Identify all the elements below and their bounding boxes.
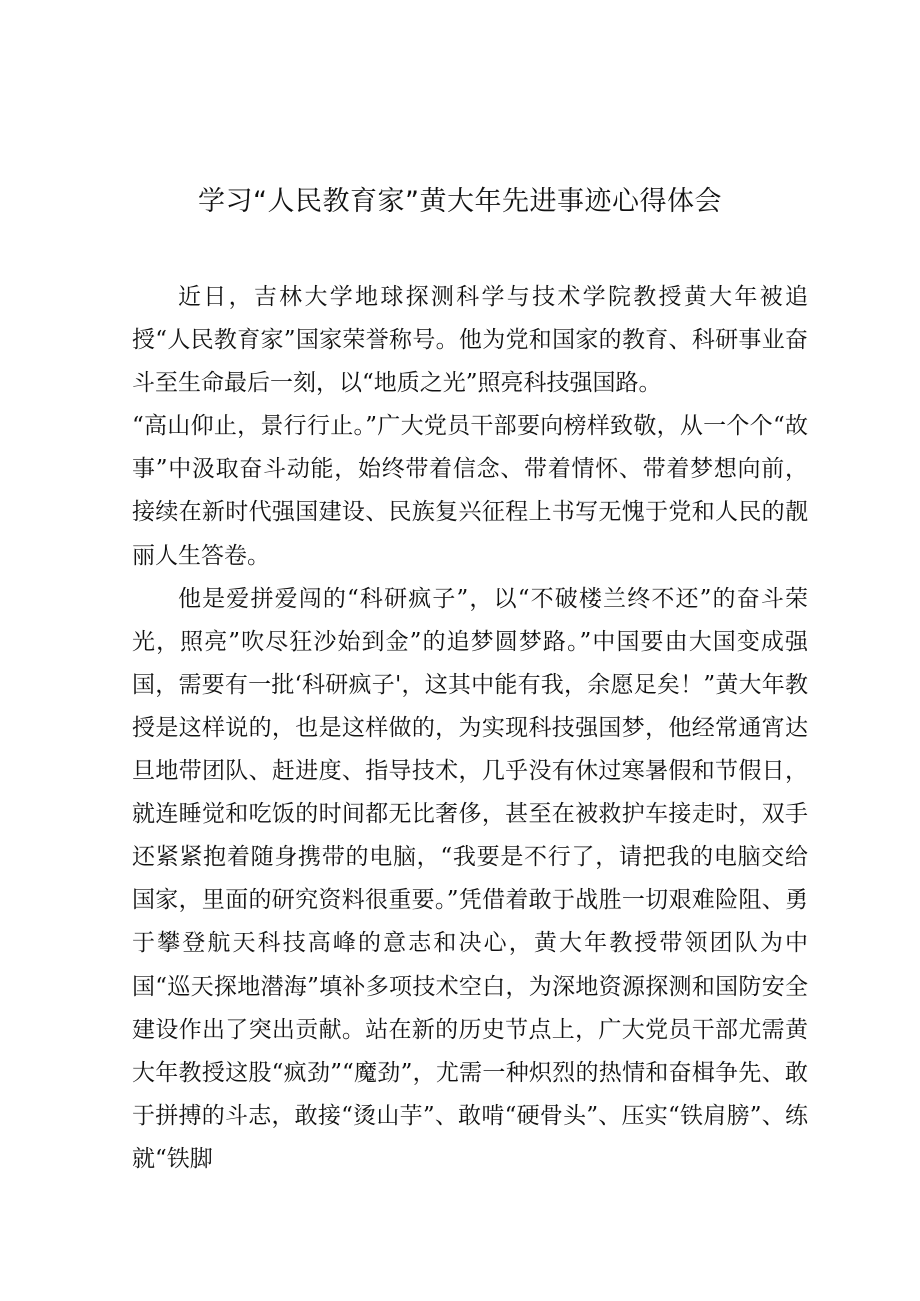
document-title: 学习“人民教育家”黄大年先进事迹心得体会 [198, 186, 722, 217]
document-body [132, 276, 808, 1181]
paragraph-quote: “高山仰止，景行行止。”广大党员干部要向榜样致敬，从一个个“故事”中汲取奋斗动能，始终带着信念、带着情怀、带着梦想向前，接续在新时代强国建设、民族复兴征程上书写无愧于党和人民的靓丽人生答卷。 [132, 413, 808, 569]
paragraph-story: 他是爱拼爱闯的“科研疯子”，以“不破楼兰终不还”的奋斗荣光，照亮”吹尽狂沙始到金”的追梦圆梦路。”中国要由大国变成强国，需要有一批‘科研疯子'，这其中能有我，余愿足矣！”黄大年教授是这样说的，也是这样做的，为实现科技强国梦，他经常通宵达旦地带团队、赶进度、指导技术，几乎没有休过寒暑假和节假日，就连睡觉和吃饭的时间都无比奢侈，甚至在被救护车接走时，双手还紧紧抱着随身携带的电脑，“我要是不行了，请把我的电脑交给国家，里面的研究资料很重要。”凭借着敢于战胜一切艰难险阻、勇于攀登航天科技高峰的意志和决心，黄大年教授带领团队为中国“巡天探地潜海”填补多项技术空白，为深地资源探测和国防安全建设作出了突出贡献。站在新的历史节点上，广大党员干部尤需黄大年教授这股“疯劲”“魔劲”，尤需一种炽烈的热情和奋楫争先、敢于拼搏的斗志，敢接“烫山芋”、敢啃“硬骨头”、压实“铁肩膀”、练就“铁脚 [132, 585, 808, 1172]
paragraph-intro: 近日，吉林大学地球探测科学与技术学院教授黄大年被追授“人民教育家”国家荣誉称号。他为党和国家的教育、科研事业奋斗至生命最后一刻，以“地质之光”照亮科技强国路。 [132, 284, 808, 397]
